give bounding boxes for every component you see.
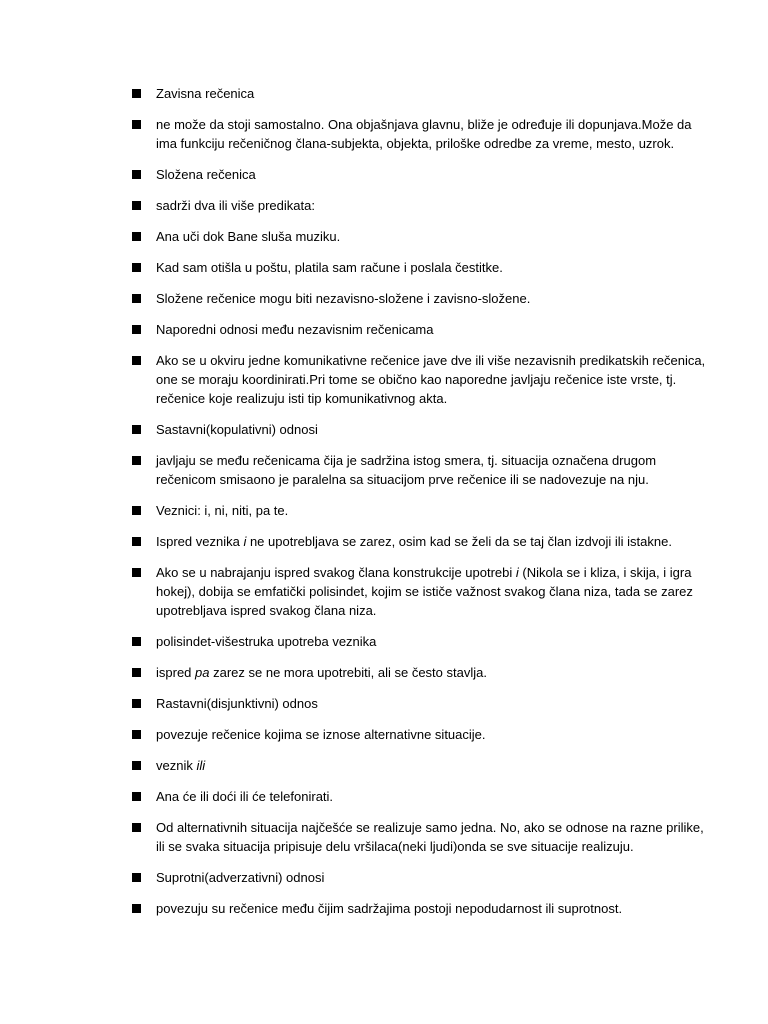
list-item — [132, 258, 712, 277]
list-item — [132, 289, 712, 308]
list-item — [132, 165, 712, 184]
list-item — [132, 227, 712, 246]
list-item-text: Zavisna rečenica — [156, 86, 255, 101]
list-item — [132, 663, 712, 682]
square-bullet-icon — [132, 325, 141, 334]
list-item — [132, 115, 712, 153]
list-item-text: Ako se u nabrajanju ispred svakog člana konstrukcije upotrebi i (Nikola se i kliza, i skija, i igra hokej), dobija se emfatički polisindet, kojim se ističe važnost svakog člana niza, tada se zarez upotrebljava ispred svakog člana niza. — [156, 565, 693, 618]
square-bullet-icon — [132, 120, 141, 129]
list-item — [132, 868, 712, 887]
list-item-text: Ana će ili doći ili će telefonirati. — [156, 789, 334, 804]
square-bullet-icon — [132, 89, 141, 98]
list-item-text: Ako se u okviru jedne komunikativne rečenice jave dve ili više nezavisnih predikatskih rečenica, one se moraju koordinirati.Pri tome se obično kao naporedne javljaju rečenice iste vrste, tj. rečenice koje realizuju isti tip komunikativnog akta. — [156, 353, 706, 406]
list-item-text: Naporedni odnosi među nezavisnim rečenicama — [156, 322, 434, 337]
list-item-text: Složena rečenica — [156, 167, 256, 182]
list-item-text: Sastavni(kopulativni) odnosi — [156, 422, 318, 437]
square-bullet-icon — [132, 699, 141, 708]
list-item-text: Rastavni(disjunktivni) odnos — [156, 696, 318, 711]
square-bullet-icon — [132, 823, 141, 832]
list-item — [132, 899, 712, 918]
square-bullet-icon — [132, 506, 141, 515]
list-item-text: Od alternativnih situacija najčešće se realizuje samo jedna. No, ako se odnose na razne prilike, ili se svaka situacija pripisuje delu vršilaca(neki ljudi)onda se sve situacije realizuju. — [156, 820, 704, 854]
square-bullet-icon — [132, 425, 141, 434]
list-item-text: povezuju su rečenice među čijim sadržajima postoji nepodudarnost ili suprotnost. — [156, 901, 623, 916]
list-item — [132, 196, 712, 215]
square-bullet-icon — [132, 170, 141, 179]
square-bullet-icon — [132, 356, 141, 365]
bullet-list — [132, 84, 712, 930]
list-item — [132, 320, 712, 339]
square-bullet-icon — [132, 263, 141, 272]
list-item-text: ispred pa zarez se ne mora upotrebiti, ali se često stavlja. — [156, 665, 487, 680]
square-bullet-icon — [132, 730, 141, 739]
list-item-text: javljaju se među rečenicama čija je sadržina istog smera, tj. situacija označena drugom rečenicom smisaono je paralelna sa situacijom prve rečenice ili se nadovezuje na nju. — [156, 453, 657, 487]
list-item — [132, 787, 712, 806]
list-item — [132, 632, 712, 651]
square-bullet-icon — [132, 761, 141, 770]
list-item-text: Kad sam otišla u poštu, platila sam račune i poslala čestitke. — [156, 260, 503, 275]
list-item — [132, 532, 712, 551]
square-bullet-icon — [132, 568, 141, 577]
list-item-text: polisindet-višestruka upotreba veznika — [156, 634, 377, 649]
list-item — [132, 818, 712, 856]
list-item-text: Ana uči dok Bane sluša muziku. — [156, 229, 341, 244]
list-item — [132, 351, 712, 408]
list-item-text: Suprotni(adverzativni) odnosi — [156, 870, 325, 885]
square-bullet-icon — [132, 873, 141, 882]
square-bullet-icon — [132, 201, 141, 210]
list-item — [132, 725, 712, 744]
list-item — [132, 501, 712, 520]
list-item — [132, 84, 712, 103]
list-item — [132, 694, 712, 713]
list-item-text: Veznici: i, ni, niti, pa te. — [156, 503, 289, 518]
list-item — [132, 451, 712, 489]
list-item-text: Složene rečenice mogu biti nezavisno-složene i zavisno-složene. — [156, 291, 531, 306]
square-bullet-icon — [132, 668, 141, 677]
list-item — [132, 756, 712, 775]
list-item-text: sadrži dva ili više predikata: — [156, 198, 315, 213]
list-item-text: Ispred veznika i ne upotrebljava se zarez, osim kad se želi da se taj član izdvoji ili istakne. — [156, 534, 672, 549]
list-item — [132, 420, 712, 439]
list-item-text: povezuje rečenice kojima se iznose alternativne situacije. — [156, 727, 486, 742]
square-bullet-icon — [132, 456, 141, 465]
square-bullet-icon — [132, 904, 141, 913]
list-item — [132, 563, 712, 620]
square-bullet-icon — [132, 232, 141, 241]
square-bullet-icon — [132, 637, 141, 646]
square-bullet-icon — [132, 294, 141, 303]
square-bullet-icon — [132, 537, 141, 546]
square-bullet-icon — [132, 792, 141, 801]
list-item-text: veznik ili — [156, 758, 206, 773]
list-item-text: ne može da stoji samostalno. Ona objašnjava glavnu, bliže je određuje ili dopunjava.Može da ima funkciju rečeničnog člana-subjekta, objekta, priloške odredbe za vreme, mesto, uzrok. — [156, 117, 692, 151]
